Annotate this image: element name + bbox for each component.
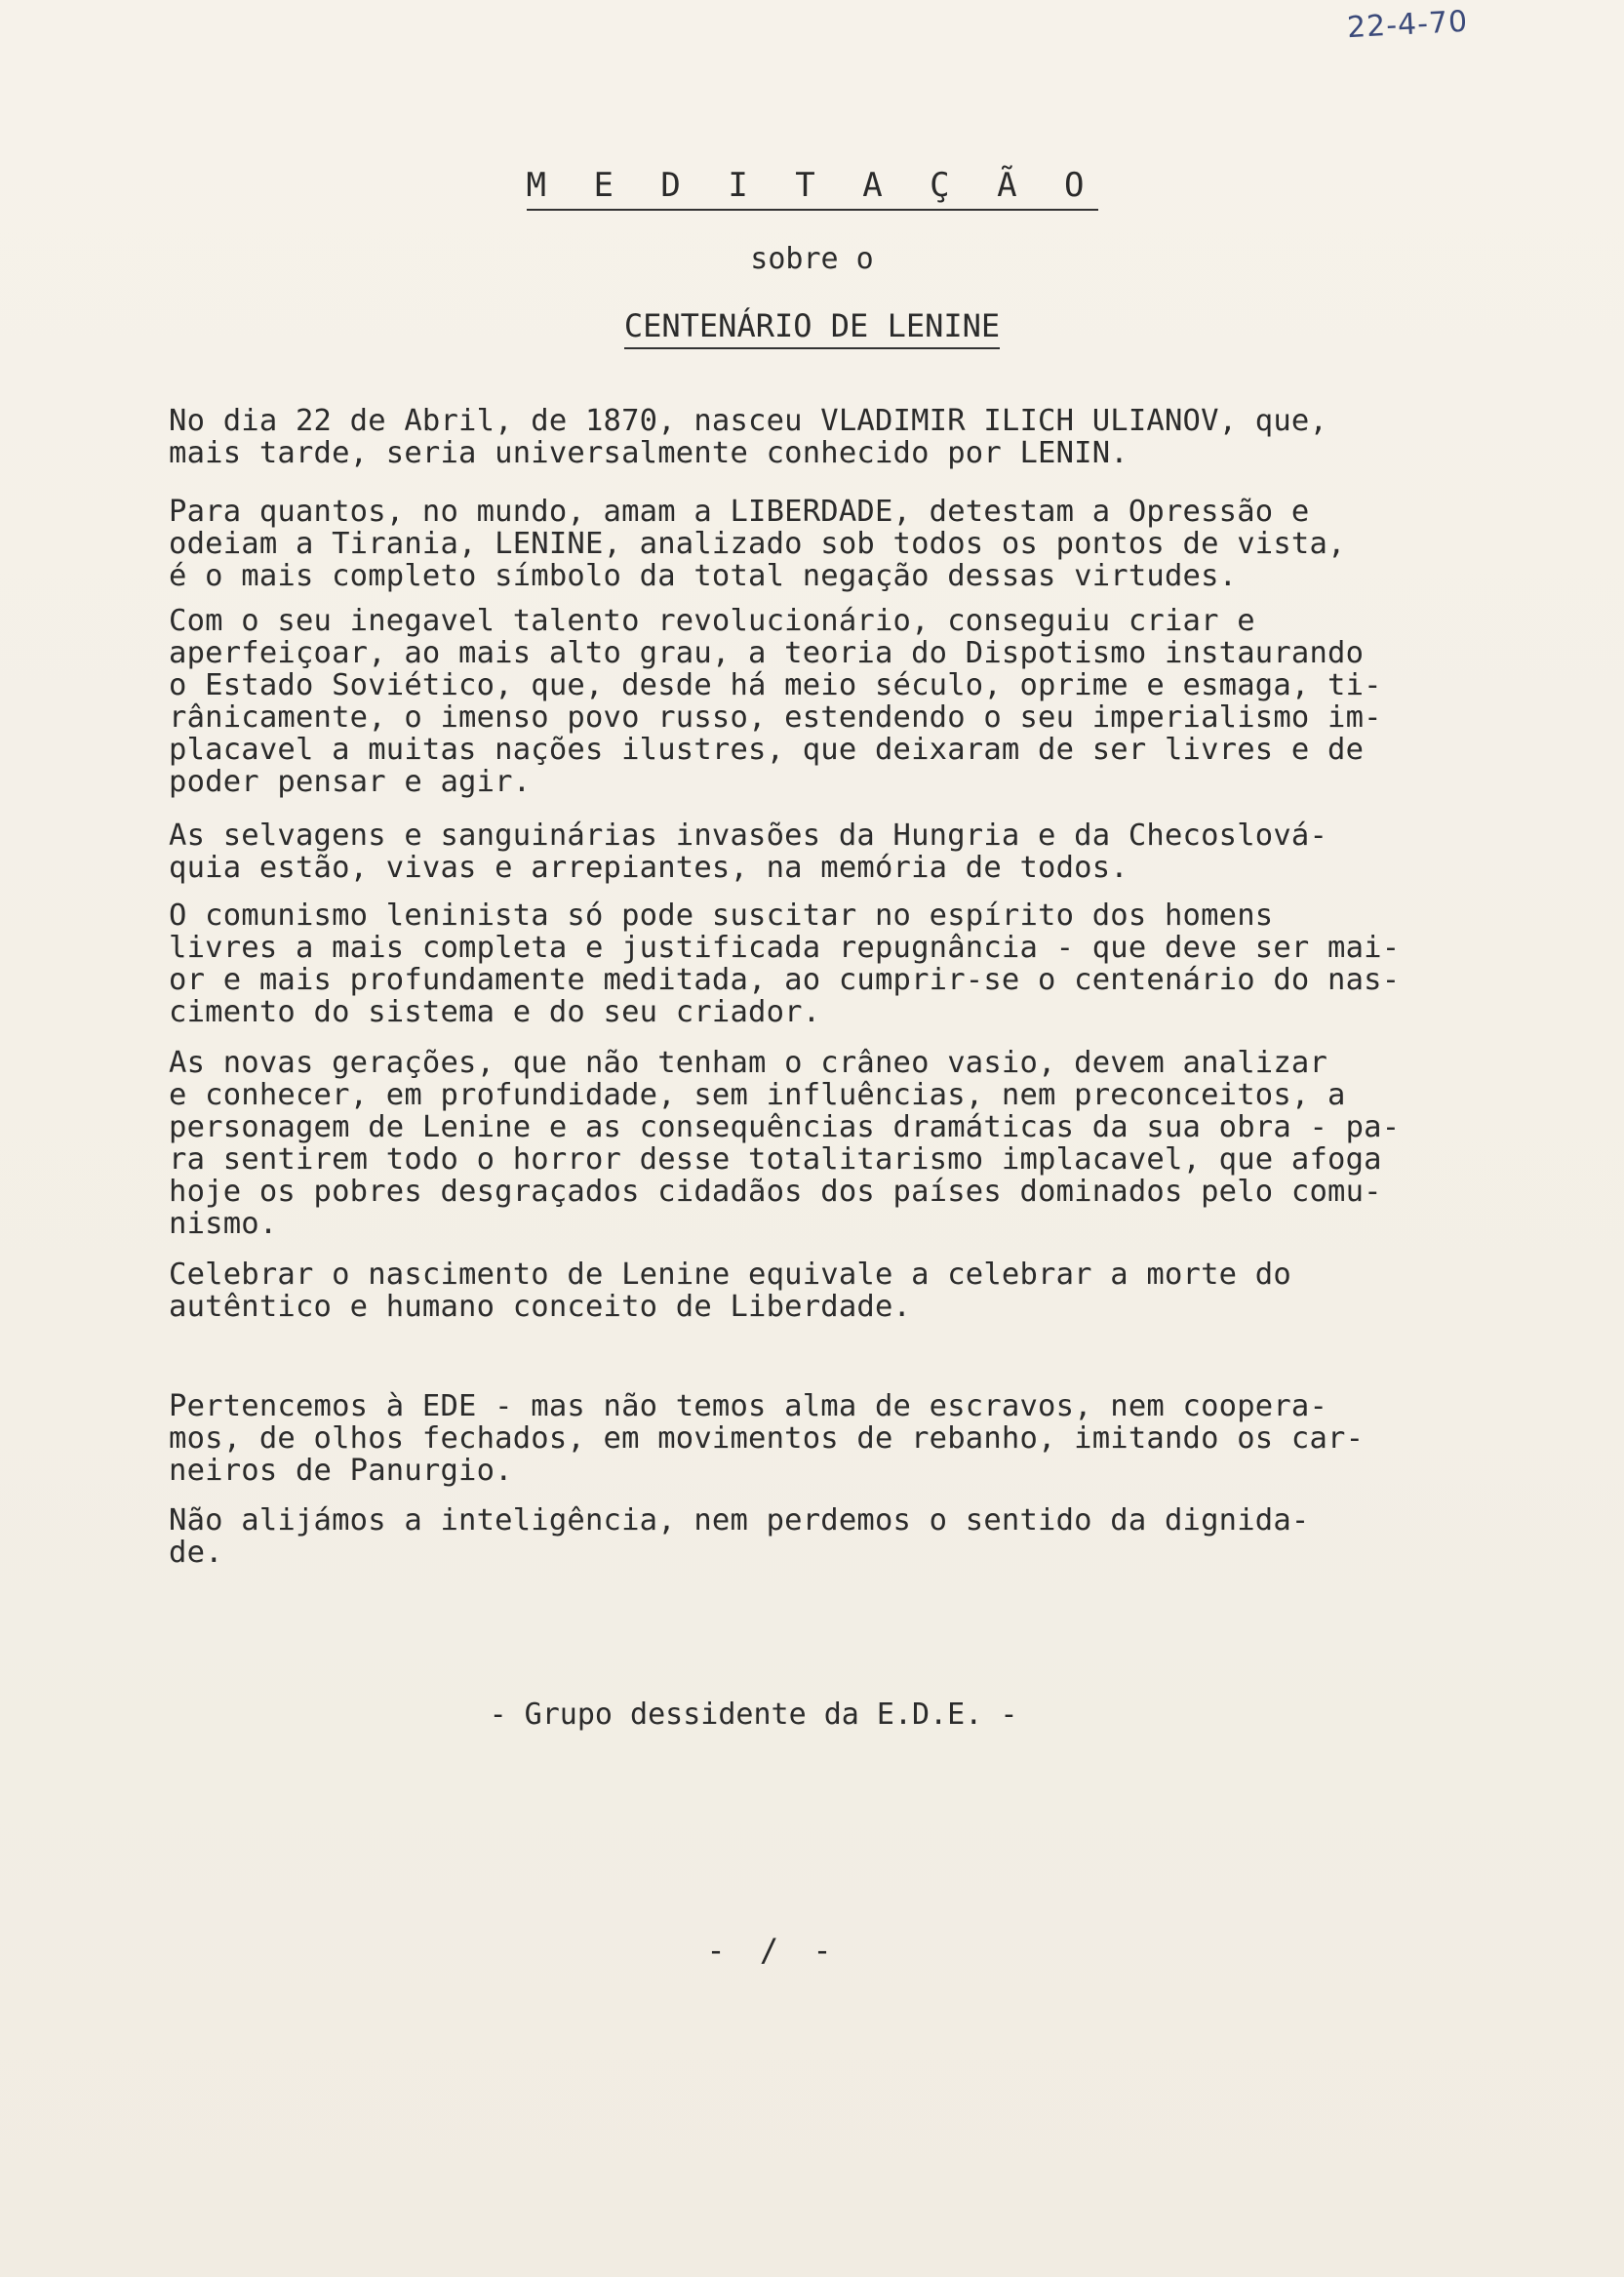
page-mark: - / -: [706, 1932, 840, 1969]
paragraph-7: Celebrar o nascimento de Lenine equivale a celebrar a morte do autêntico e humano conceito de Liberdade.: [169, 1258, 1291, 1324]
paragraph-5: O comunismo leninista só pode suscitar no espírito dos homens livres a mais completa e justificada repugnância - que deve ser mai- or e mais profundamente meditada, ao cumprir-se o centenário do nas- cimento do sistema e do seu criador.: [169, 899, 1401, 1029]
handwritten-date: 22-4-70: [1346, 4, 1469, 46]
subtitle-line-2: [0, 307, 1624, 344]
paragraph-1: No dia 22 de Abril, de 1870, nasceu VLADIMIR ILICH ULIANOV, que, mais tarde, seria universalmente conhecido por LENIN.: [169, 404, 1328, 470]
signature-line: - Grupo dessidente da E.D.E. -: [489, 1698, 1018, 1732]
subtitle-line-2-text: CENTENÁRIO DE LENINE: [624, 307, 1000, 349]
paragraph-3: Com o seu inegavel talento revolucionário, conseguiu criar e aperfeiçoar, ao mais alto grau, a teoria do Dispotismo instaurando o Estado Soviético, que, desde há meio século, oprime e esmaga, ti- rânicamente, o imenso povo russo, estendendo o seu imperialismo im- placavel a muitas nações ilustres, que deixaram de ser livres e de poder pensar e agir.: [169, 604, 1382, 799]
paragraph-8: Pertencemos à EDE - mas não temos alma de escravos, nem coopera- mos, de olhos fechados, em movimentos de rebanho, imitando os car- neiros de Panurgio.: [169, 1389, 1365, 1488]
paragraph-2: Para quantos, no mundo, amam a LIBERDADE, detestam a Opressão e odeiam a Tirania, LENINE, analizado sob todos os pontos de vista, é o mais completo símbolo da total negação dessas virtudes.: [169, 495, 1346, 593]
paragraph-4: As selvagens e sanguinárias invasões da Hungria e da Checoslová- quia estão, vivas e arrepiantes, na memória de todos.: [169, 819, 1328, 885]
document-title: [0, 166, 1624, 205]
paragraph-6: As novas gerações, que não tenham o crâneo vasio, devem analizar e conhecer, em profundidade, sem influências, nem preconceitos, a personagem de Lenine e as consequências dramáticas da sua obra - pa- ra sentirem todo o horror desse totalitarismo implacavel, que afoga hoje os pobres desgraçados cidadãos dos países dominados pelo comu- nismo.: [169, 1046, 1401, 1241]
subtitle-line-1: sobre o: [750, 242, 874, 276]
paragraph-9: Não alijámos a inteligência, nem perdemos o sentido da dignida- de.: [169, 1503, 1310, 1570]
title-text: M E D I T A Ç Ã O: [527, 166, 1098, 211]
